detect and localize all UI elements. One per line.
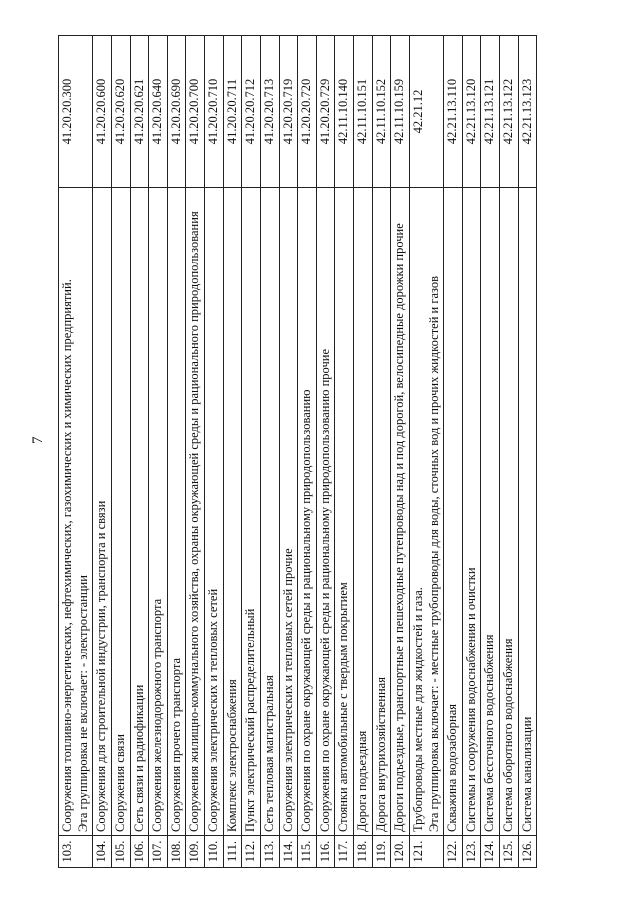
- table-row: [316, 36, 335, 868]
- table-row: [279, 36, 298, 868]
- row-name: Сеть тепловая магистральная: [261, 675, 276, 832]
- table-row: [298, 36, 317, 868]
- row-name-cell: [130, 188, 149, 836]
- row-code: 42.11.10.159: [391, 36, 410, 188]
- row-number: 108.: [167, 836, 186, 868]
- row-name: Дорога внутрихозяйственная: [373, 677, 388, 832]
- row-number: 109.: [186, 836, 205, 868]
- table-row: [444, 36, 463, 868]
- row-name: Система оборотного водоснабжения: [501, 638, 515, 832]
- row-name: Сооружения по охране окружающей среды и рациональному природопользованию прочие: [317, 348, 332, 832]
- row-number: 123.: [462, 836, 481, 868]
- table-row: [93, 36, 112, 868]
- row-name-cell: [111, 188, 130, 836]
- row-code: 41.20.20.621: [130, 36, 149, 188]
- row-name-cell: [462, 188, 481, 836]
- row-number: 125.: [500, 836, 519, 868]
- row-name: Скважина водозаборная: [445, 703, 460, 832]
- row-number: 113.: [260, 836, 279, 868]
- classification-table: [58, 35, 537, 868]
- row-name: Пункт электрический распределительный: [243, 608, 258, 832]
- row-name: Сооружения по охране окружающей среды и рациональному природопользованию: [299, 389, 314, 832]
- row-name: Сооружения топливно-энергетических, нефтехимических, газохимических и химических предприятий.: [60, 279, 74, 832]
- row-number: 114.: [279, 836, 298, 868]
- row-name: Сооружения для строительной индустрии, транспорта и связи: [94, 500, 109, 832]
- row-number: 124.: [481, 836, 500, 868]
- row-number: 103.: [59, 836, 93, 868]
- row-code: 41.20.20.729: [316, 36, 335, 188]
- table-row: [500, 36, 519, 868]
- row-name: Сооружения железнодорожного транспорта: [150, 598, 165, 832]
- row-number: 118.: [354, 836, 373, 868]
- row-number: 126.: [518, 836, 537, 868]
- row-name: Сооружения жилищно-коммунального хозяйства, охраны окружающей среды и рационального природопользования: [187, 211, 202, 832]
- row-name: Сеть связи и радиофикации: [131, 684, 146, 832]
- page-number: 7: [30, 436, 46, 444]
- table-row: [186, 36, 205, 868]
- row-code: 41.20.20.600: [93, 36, 112, 188]
- row-name-cell: [444, 188, 463, 836]
- row-name-cell: [298, 188, 317, 836]
- table-row: [59, 36, 93, 868]
- row-code: 41.20.20.640: [149, 36, 168, 188]
- row-number: 110.: [205, 836, 224, 868]
- row-name: Дороги подъездные, транспортные и пешеходные путепроводы над и под дорогой, велосипедные дорожки прочие: [392, 223, 407, 832]
- rotated-content: [58, 36, 584, 868]
- row-name-cell: [167, 188, 186, 836]
- table-row: [481, 36, 500, 868]
- row-name-cell: [481, 188, 500, 836]
- row-name-cell: [59, 188, 93, 836]
- table-row: [372, 36, 391, 868]
- row-name: Сооружения связи: [112, 734, 127, 832]
- row-number: 116.: [316, 836, 335, 868]
- table-row: [260, 36, 279, 868]
- row-number: 106.: [130, 836, 149, 868]
- row-name: Системы и сооружения водоснабжения и очистки: [463, 567, 478, 832]
- row-note: Эта группировка не включает: - электростанции: [75, 575, 90, 832]
- row-number: 120.: [391, 836, 410, 868]
- row-code: 41.20.20.690: [167, 36, 186, 188]
- row-code: 42.11.10.140: [335, 36, 354, 188]
- row-name-cell: [354, 188, 373, 836]
- row-number: 122.: [444, 836, 463, 868]
- row-name-cell: [409, 188, 443, 836]
- row-number: 117.: [335, 836, 354, 868]
- table-row: [462, 36, 481, 868]
- table-row: [223, 36, 242, 868]
- row-number: 111.: [223, 836, 242, 868]
- row-code: 41.20.20.712: [242, 36, 261, 188]
- row-code: 41.20.20.710: [205, 36, 224, 188]
- row-name-cell: [316, 188, 335, 836]
- row-name-cell: [223, 188, 242, 836]
- table-row: [409, 36, 443, 868]
- row-code: 41.20.20.620: [111, 36, 130, 188]
- row-code: 41.20.20.720: [298, 36, 317, 188]
- table-body: [59, 36, 537, 868]
- table-row: [205, 36, 224, 868]
- row-code: 42.21.12: [409, 36, 443, 188]
- row-name: Сооружения прочего транспорта: [168, 657, 183, 832]
- row-name-cell: [391, 188, 410, 836]
- row-name-cell: [500, 188, 519, 836]
- table-row: [354, 36, 373, 868]
- row-name-cell: [279, 188, 298, 836]
- row-code: 42.11.10.152: [372, 36, 391, 188]
- row-name-cell: [205, 188, 224, 836]
- row-number: 104.: [93, 836, 112, 868]
- row-name-cell: [260, 188, 279, 836]
- row-number: 105.: [111, 836, 130, 868]
- table-row: [149, 36, 168, 868]
- row-number: 115.: [298, 836, 317, 868]
- row-name-cell: [242, 188, 261, 836]
- row-name-cell: [93, 188, 112, 836]
- row-code: 41.20.20.713: [260, 36, 279, 188]
- table-row: [130, 36, 149, 868]
- row-number: 107.: [149, 836, 168, 868]
- row-number: 119.: [372, 836, 391, 868]
- table-row: [518, 36, 537, 868]
- table-row: [335, 36, 354, 868]
- row-name: Сооружения электрических и тепловых сетей прочие: [280, 548, 295, 832]
- row-code: 41.20.20.300: [59, 36, 93, 188]
- row-name: Дорога подъездная: [355, 730, 369, 832]
- row-code: 41.20.20.711: [223, 36, 242, 188]
- row-name-cell: [149, 188, 168, 836]
- row-code: 42.21.13.121: [481, 36, 500, 188]
- row-code: 41.20.20.700: [186, 36, 205, 188]
- table-row: [167, 36, 186, 868]
- row-code: 42.21.13.120: [462, 36, 481, 188]
- row-name: Стоянки автомобильные с твердым покрытием: [336, 582, 351, 832]
- row-code: 42.21.13.110: [444, 36, 463, 188]
- table-row: [111, 36, 130, 868]
- row-name: Сооружения электрических и тепловых сетей: [206, 588, 220, 832]
- row-code: 41.20.20.719: [279, 36, 298, 188]
- row-number: 121.: [409, 836, 443, 868]
- row-code: 42.21.13.122: [500, 36, 519, 188]
- row-name-cell: [518, 188, 537, 836]
- row-note: Эта группировка включает: - местные трубопроводы для воды, сточных вод и прочих жидкостей и газов: [426, 275, 441, 832]
- row-code: 42.11.10.151: [354, 36, 373, 188]
- row-code: 42.21.13.123: [518, 36, 537, 188]
- table-row: [391, 36, 410, 868]
- row-name: Система бессточного водоснабжения: [482, 634, 497, 832]
- row-name-cell: [186, 188, 205, 836]
- row-name: Система канализации: [519, 716, 534, 832]
- row-name: Комплекс электроснабжения: [224, 679, 239, 832]
- row-number: 112.: [242, 836, 261, 868]
- table-row: [242, 36, 261, 868]
- row-name-cell: [335, 188, 354, 836]
- row-name-cell: [372, 188, 391, 836]
- row-name: Трубопроводы местные для жидкостей и газа.: [410, 587, 425, 832]
